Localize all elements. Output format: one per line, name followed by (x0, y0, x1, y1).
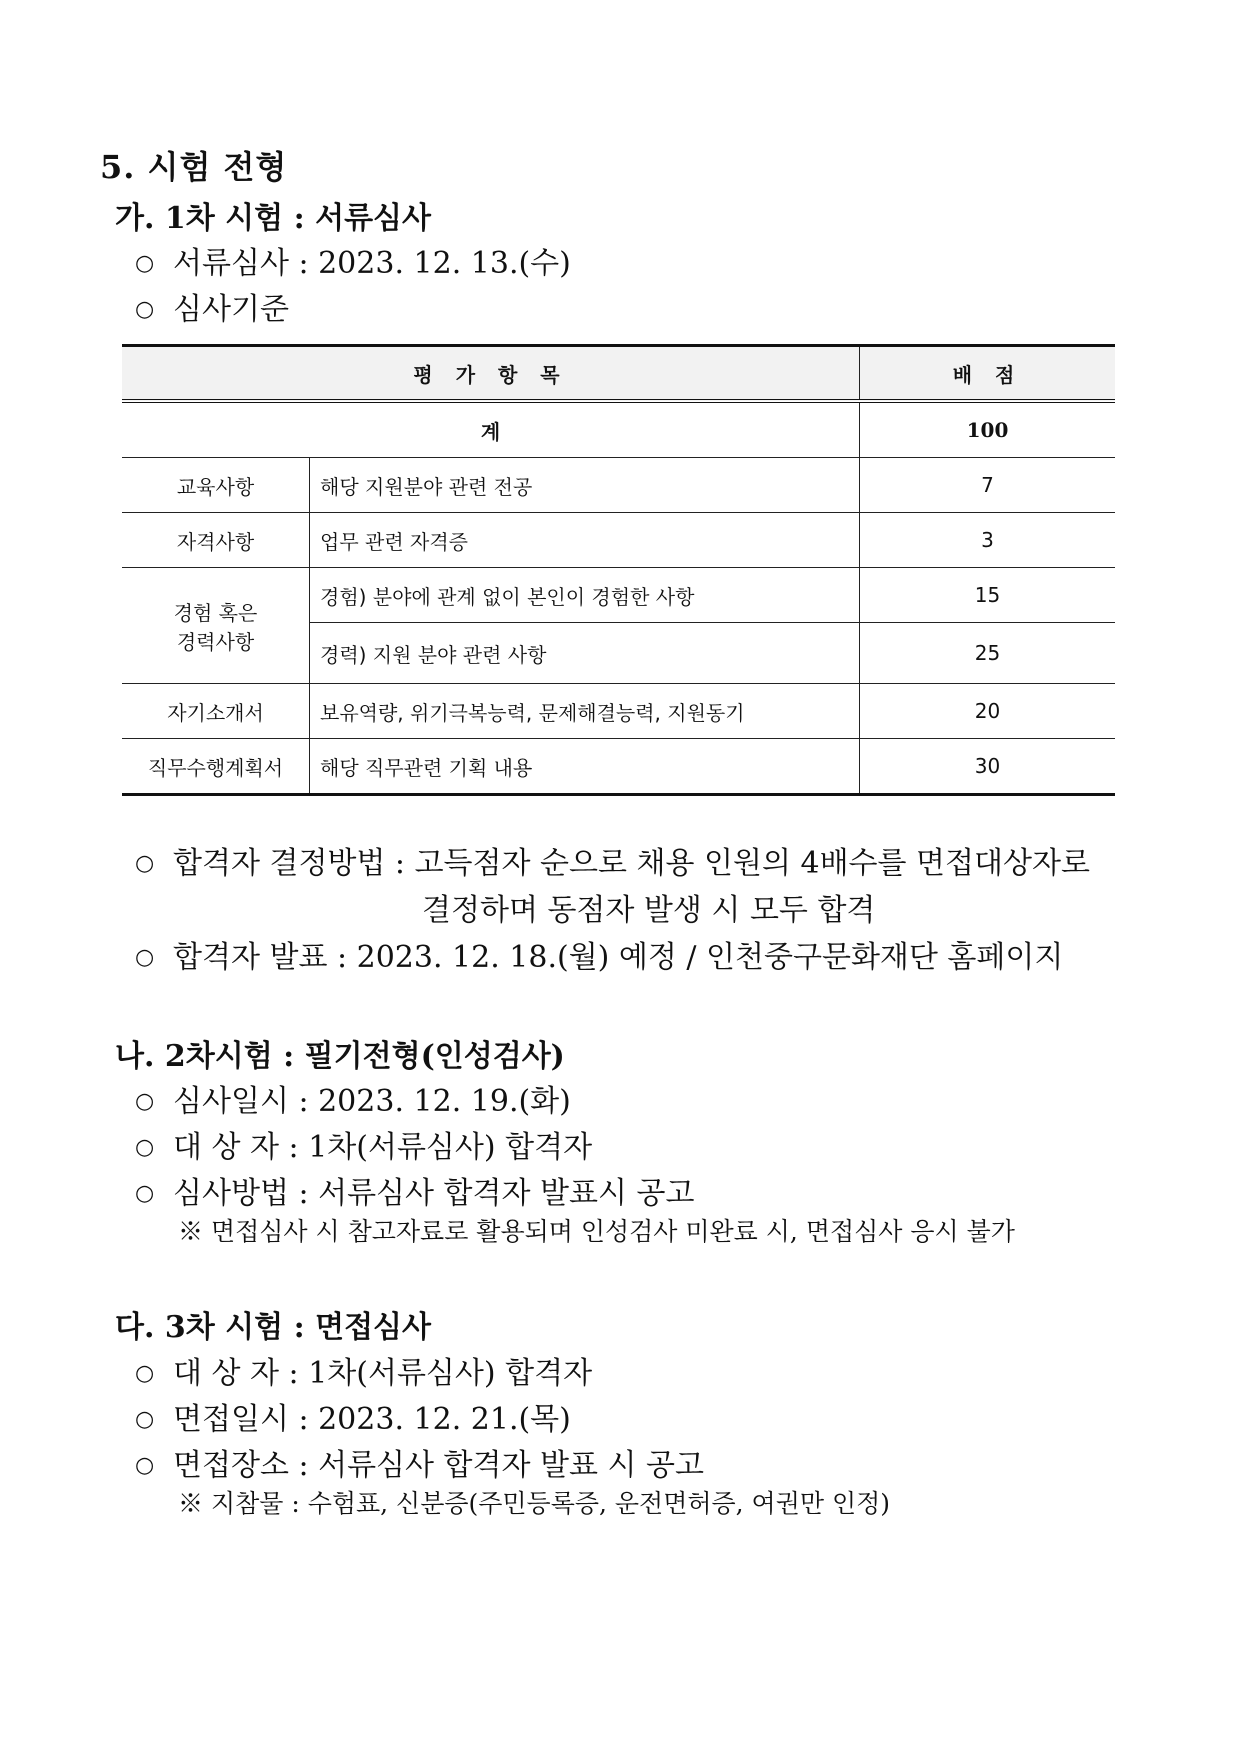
bullet-circle-icon: ○ (135, 1361, 155, 1386)
stage2-method-item (135, 1168, 694, 1212)
bullet-circle-icon: ○ (135, 1089, 155, 1114)
stage2-target-item (135, 1122, 592, 1166)
bullet-circle-icon: ○ (135, 1407, 155, 1432)
stage3-place-item (135, 1440, 704, 1484)
bullet-circle-icon: ○ (135, 1453, 155, 1478)
stage3-target-item (135, 1348, 592, 1392)
pass-method-line2: 결정하며 동점자 발생 시 모두 합격 (422, 893, 876, 928)
stage1-date-item (135, 238, 571, 282)
row-category: 자격사항 (122, 513, 310, 568)
bullet-circle-icon: ○ (135, 945, 155, 970)
stage3-date-text: 면접일시 : 2023. 12. 21.(목) (173, 1402, 571, 1437)
row-detail: 해당 직무관련 기획 내용 (310, 739, 860, 795)
table-row (122, 513, 1115, 568)
announce-item (135, 932, 1063, 976)
table-header-row (122, 346, 1115, 402)
table-row (122, 684, 1115, 739)
header-score: 배 점 (860, 346, 1116, 402)
pass-method-line1: 합격자 결정방법 : 고득점자 순으로 채용 인원의 4배수를 면접대상자로 (173, 846, 1090, 881)
row-category: 교육사항 (122, 458, 310, 513)
bullet-circle-icon: ○ (135, 297, 155, 322)
row-detail: 업무 관련 자격증 (310, 513, 860, 568)
header-item: 평 가 항 목 (122, 346, 860, 402)
stage3-title: 다. 3차 시험 : 면접심사 (115, 1310, 432, 1345)
section-title: 5. 시험 전형 (100, 148, 288, 186)
row-detail: 경험) 분야에 관계 없이 본인이 경험한 사항 (310, 568, 860, 623)
row-score: 3 (860, 513, 1116, 568)
stage3-place-text: 면접장소 : 서류심사 합격자 발표 시 공고 (173, 1448, 705, 1483)
row-detail: 해당 지원분야 관련 전공 (310, 458, 860, 513)
pass-method-item (135, 838, 1090, 882)
row-score: 7 (860, 458, 1116, 513)
stage2-title: 나. 2차시험 : 필기전형(인성검사) (115, 1039, 565, 1074)
bullet-circle-icon: ○ (135, 251, 155, 276)
row-score: 25 (860, 623, 1116, 684)
stage3-date-item (135, 1394, 571, 1438)
stage2-date-item (135, 1076, 571, 1120)
table-row (122, 739, 1115, 795)
table-row (122, 568, 1115, 623)
bullet-circle-icon: ○ (135, 1135, 155, 1160)
row-score: 30 (860, 739, 1116, 795)
stage1-criteria-item (135, 284, 289, 328)
announce-text: 합격자 발표 : 2023. 12. 18.(월) 예정 / 인천중구문화재단 홈페이지 (173, 940, 1064, 975)
stage1-title: 가. 1차 시험 : 서류심사 (115, 201, 432, 236)
stage2-note: ※ 면접심사 시 참고자료로 활용되며 인성검사 미완료 시, 면접심사 응시 불가 (178, 1217, 1015, 1246)
row-category-merged (122, 568, 310, 684)
stage3-note: ※ 지참물 : 수험표, 신분증(주민등록증, 운전면허증, 여권만 인정) (178, 1489, 890, 1518)
table-row (122, 458, 1115, 513)
bullet-circle-icon: ○ (135, 851, 155, 876)
total-label: 계 (122, 401, 860, 458)
stage2-method-text: 심사방법 : 서류심사 합격자 발표시 공고 (173, 1176, 695, 1211)
row-detail: 경력) 지원 분야 관련 사항 (310, 623, 860, 684)
stage1-criteria-text: 심사기준 (173, 292, 289, 327)
row-category: 직무수행계획서 (122, 739, 310, 795)
stage3-target-text: 대 상 자 : 1차(서류심사) 합격자 (173, 1356, 593, 1391)
criteria-table (122, 344, 1115, 796)
row-category-line1: 경험 혹은 (173, 600, 258, 625)
row-score: 15 (860, 568, 1116, 623)
row-category: 자기소개서 (122, 684, 310, 739)
row-score: 20 (860, 684, 1116, 739)
row-detail: 보유역량, 위기극복능력, 문제해결능력, 지원동기 (310, 684, 860, 739)
stage2-date-text: 심사일시 : 2023. 12. 19.(화) (173, 1084, 571, 1119)
stage1-date-text: 서류심사 : 2023. 12. 13.(수) (173, 246, 571, 281)
bullet-circle-icon: ○ (135, 1181, 155, 1206)
table-total-row (122, 401, 1115, 458)
row-category-line2: 경력사항 (176, 629, 255, 654)
stage2-target-text: 대 상 자 : 1차(서류심사) 합격자 (173, 1130, 593, 1165)
total-score: 100 (860, 401, 1116, 458)
